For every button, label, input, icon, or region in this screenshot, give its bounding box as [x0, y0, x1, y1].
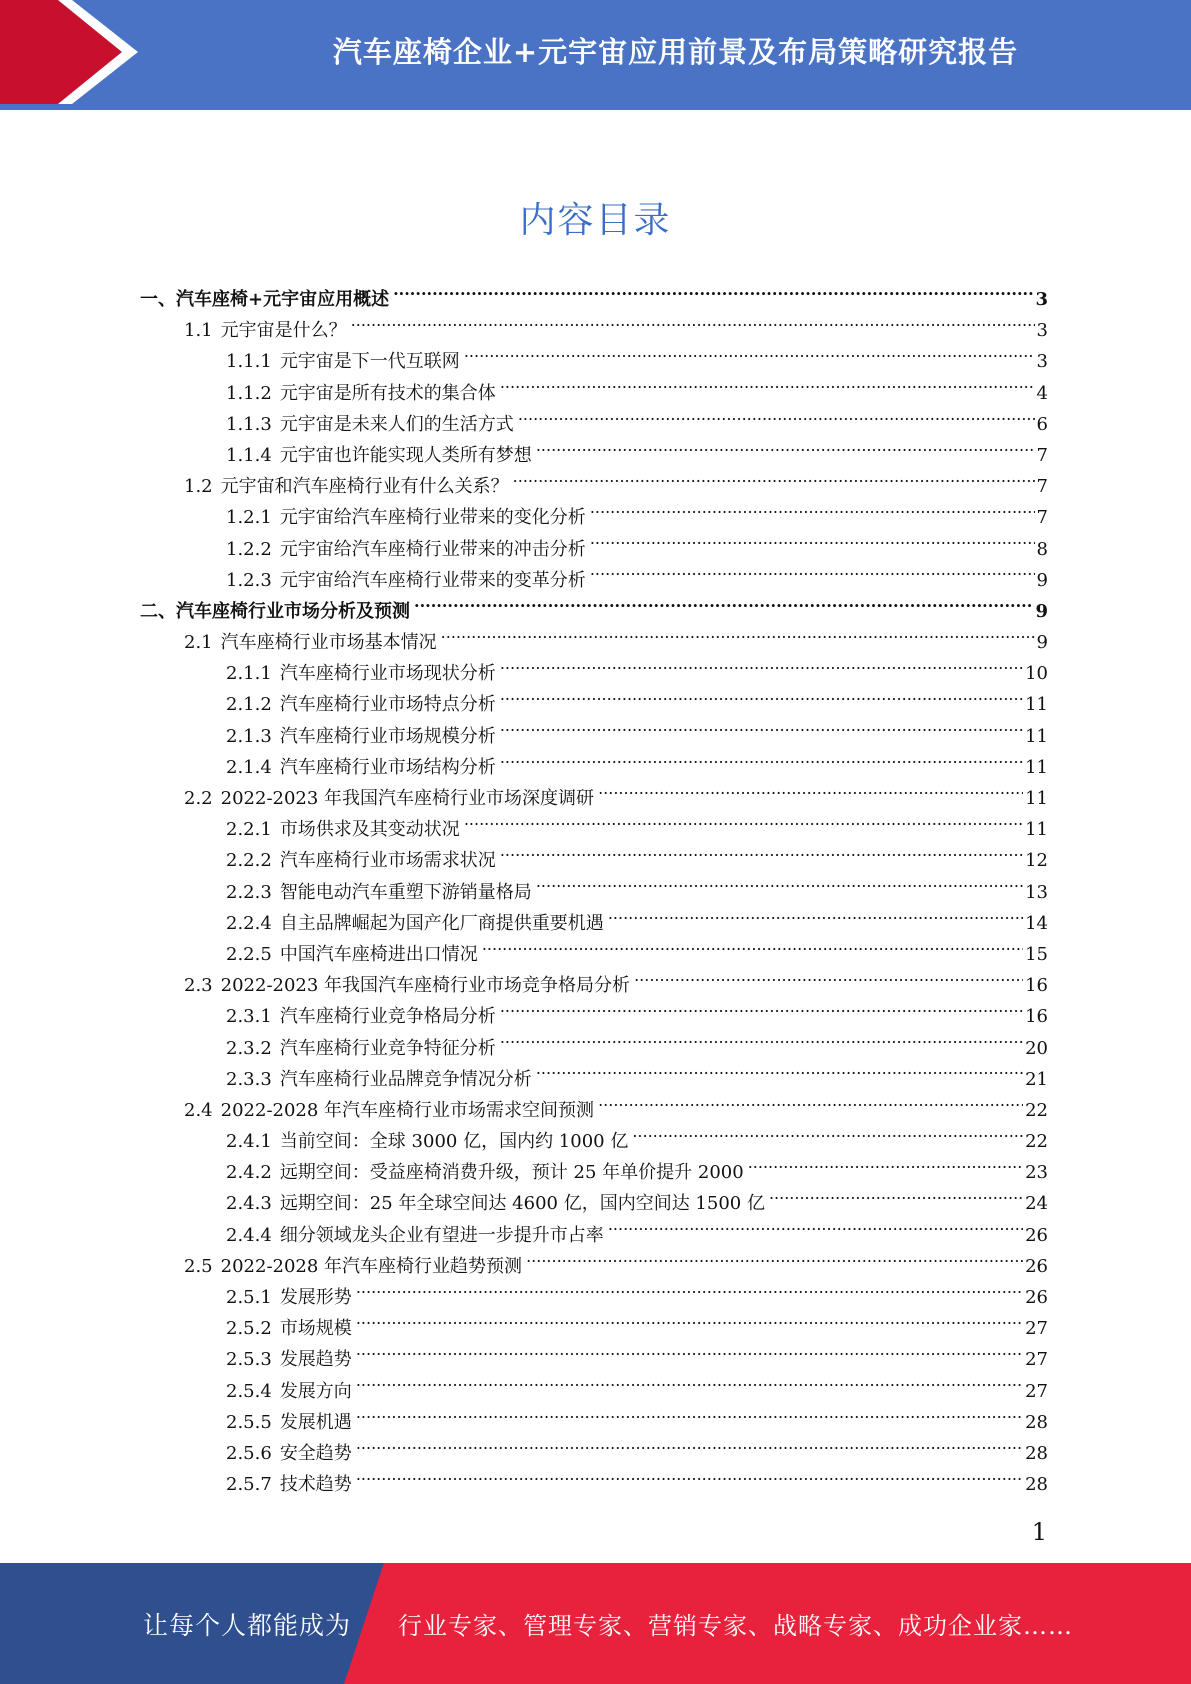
- toc-entry-number: 1.2: [184, 476, 213, 498]
- toc-dot-leader: [598, 1096, 1023, 1116]
- toc-entry-number: 2.1.4: [226, 756, 272, 778]
- toc-entry-title: 细分领域龙头企业有望进一步提升市占率: [279, 1224, 604, 1246]
- toc-entry-title: 2022-2028 年汽车座椅行业趋势预测: [220, 1255, 523, 1277]
- toc-entry-page: 13: [1025, 881, 1048, 903]
- toc-entry[interactable]: [140, 970, 1048, 1001]
- toc-entry[interactable]: [140, 346, 1048, 377]
- toc-entry[interactable]: [140, 565, 1048, 596]
- toc-entry-number: 一、: [140, 289, 176, 310]
- toc-entry[interactable]: [140, 1033, 1048, 1064]
- toc-dot-leader: [356, 1283, 1023, 1303]
- toc-entry[interactable]: [140, 378, 1048, 409]
- toc-entry-number: 2.1.1: [226, 663, 272, 685]
- toc-entry-title: 元宇宙给汽车座椅行业带来的冲击分析: [279, 538, 586, 560]
- toc-entry-page: 27: [1025, 1349, 1048, 1371]
- toc-entry-page: 11: [1025, 756, 1048, 778]
- toc-heading: 内容目录: [519, 200, 672, 241]
- toc-entry-title: 汽车座椅行业市场规模分析: [279, 725, 496, 747]
- toc-entry[interactable]: [140, 939, 1048, 970]
- toc-dot-leader: [500, 379, 1035, 399]
- toc-dot-leader: [464, 347, 1035, 367]
- toc-entry[interactable]: [140, 814, 1048, 845]
- toc-entry-number: 1.1.1: [226, 351, 272, 373]
- toc-entry[interactable]: [140, 534, 1048, 565]
- toc-entry-number: 2.5.6: [226, 1442, 272, 1464]
- toc-dot-leader: [608, 909, 1023, 929]
- toc-dot-leader: [518, 410, 1035, 430]
- toc-entry-page: 9: [1036, 569, 1048, 591]
- toc-dot-leader: [356, 1470, 1023, 1490]
- toc-entry-page: 28: [1025, 1442, 1048, 1464]
- toc-entry[interactable]: [140, 1251, 1048, 1282]
- toc-dot-leader: [500, 659, 1023, 679]
- toc-dot-leader: [748, 1158, 1023, 1178]
- toc-entry[interactable]: [140, 596, 1048, 627]
- toc-entry-number: 2.4.3: [226, 1193, 272, 1215]
- toc-entry-page: 23: [1025, 1162, 1048, 1184]
- toc-entry-number: 2.4.4: [226, 1224, 272, 1246]
- toc-entry-title: 元宇宙是未来人们的生活方式: [279, 413, 514, 435]
- toc-entry-title: 安全趋势: [279, 1442, 352, 1464]
- toc-entry[interactable]: [140, 721, 1048, 752]
- toc-entry-title: 汽车座椅+元宇宙应用概述: [176, 289, 390, 310]
- toc-entry-page: 26: [1025, 1287, 1048, 1308]
- toc-entry-page: 6: [1036, 413, 1048, 435]
- toc-entry-page: 9: [1036, 632, 1048, 654]
- toc-entry-title: 元宇宙是所有技术的集合体: [279, 382, 496, 404]
- toc-entry[interactable]: [140, 1188, 1048, 1219]
- toc-dot-leader: [482, 940, 1023, 960]
- toc-entry[interactable]: [140, 752, 1048, 783]
- toc-entry-number: 1.1.2: [226, 382, 272, 404]
- toc-entry-title: 汽车座椅行业市场现状分析: [279, 663, 496, 685]
- toc-entry-page: 15: [1025, 943, 1048, 965]
- toc-dot-leader: [464, 815, 1023, 835]
- toc-dot-leader: [634, 971, 1023, 991]
- toc-entry-number: 2.2.1: [226, 819, 272, 841]
- toc-entry-title: 远期空间：受益座椅消费升级，预计 25 年单价提升 2000: [279, 1162, 744, 1184]
- page-header: [0, 0, 1191, 110]
- toc-entry-title: 2022-2023 年我国汽车座椅行业市场竞争格局分析: [220, 975, 631, 997]
- toc-entry-number: 1.2.2: [226, 538, 272, 560]
- toc-dot-leader: [356, 1408, 1023, 1428]
- toc-entry-title: 汽车座椅行业市场特点分析: [279, 694, 496, 716]
- toc-entry-page: 27: [1025, 1318, 1048, 1340]
- toc-entry-title: 元宇宙是什么？: [220, 320, 347, 342]
- toc-entry-page: 22: [1025, 1099, 1048, 1121]
- toc-entry-title: 发展机遇: [279, 1411, 352, 1433]
- toc-entry[interactable]: [140, 440, 1048, 471]
- toc-entry-title: 汽车座椅行业竞争格局分析: [279, 1006, 496, 1028]
- toc-entry-page: 27: [1025, 1380, 1048, 1402]
- toc-dot-leader: [590, 566, 1035, 586]
- toc-entry-title: 当前空间：全球 3000 亿，国内约 1000 亿: [279, 1131, 629, 1153]
- toc-entry[interactable]: [140, 471, 1048, 502]
- toc-dot-leader: [351, 316, 1035, 336]
- toc-entry-page: 20: [1025, 1037, 1048, 1059]
- toc-entry-number: 2.5.2: [226, 1318, 272, 1340]
- header-arrow-decoration: [0, 0, 150, 110]
- footer-slogan-left: 让每个人都能成为: [143, 1610, 352, 1640]
- toc-entry[interactable]: [140, 1376, 1048, 1407]
- toc-dot-leader: [356, 1439, 1023, 1459]
- toc-entry-title: 智能电动汽车重塑下游销量格局: [279, 881, 532, 903]
- toc-entry[interactable]: [140, 1064, 1048, 1095]
- toc-dot-leader: [414, 597, 1033, 617]
- toc-entry-number: 2.2.3: [226, 881, 272, 903]
- toc-entry-page: 16: [1025, 975, 1048, 997]
- toc-entry-number: 2.4: [184, 1099, 213, 1121]
- toc-entry-page: 26: [1025, 1255, 1048, 1277]
- toc-entry-number: 2.3.3: [226, 1068, 272, 1090]
- toc-entry[interactable]: [140, 877, 1048, 908]
- toc-entry-page: 26: [1025, 1224, 1048, 1246]
- toc-entry-page: 3: [1035, 289, 1048, 310]
- toc-dot-leader: [526, 1252, 1023, 1272]
- toc-entry[interactable]: [140, 845, 1048, 876]
- toc-entry-page: 12: [1025, 850, 1048, 872]
- toc-entry-page: 21: [1025, 1068, 1048, 1090]
- toc-entry-number: 2.1.2: [226, 694, 272, 716]
- toc-entry-number: 1.1.4: [226, 444, 272, 466]
- toc-entry-title: 元宇宙给汽车座椅行业带来的变革分析: [279, 569, 586, 591]
- toc-entry[interactable]: [140, 783, 1048, 814]
- toc-entry-title: 发展趋势: [279, 1349, 352, 1371]
- toc-entry[interactable]: [140, 1313, 1048, 1344]
- toc-entry-number: 2.2.2: [226, 850, 272, 872]
- toc-entry-number: 2.1.3: [226, 725, 272, 747]
- toc-entry-title: 元宇宙也许能实现人类所有梦想: [279, 444, 532, 466]
- toc-entry-number: 2.1: [184, 632, 213, 654]
- toc-dot-leader: [500, 1002, 1023, 1022]
- toc-entry-page: 4: [1036, 382, 1048, 404]
- toc-entry-title: 自主品牌崛起为国产化厂商提供重要机遇: [279, 912, 604, 934]
- toc-dot-leader: [513, 472, 1035, 492]
- toc-entry[interactable]: [140, 284, 1048, 315]
- toc-entry-page: 11: [1025, 725, 1048, 747]
- toc-entry-page: 16: [1025, 1006, 1048, 1028]
- toc-entry[interactable]: [140, 1282, 1048, 1313]
- toc-entry[interactable]: [140, 315, 1048, 346]
- toc-entry-page: 14: [1025, 912, 1048, 934]
- toc-entry-title: 市场供求及其变动状况: [279, 819, 460, 841]
- toc-dot-leader: [356, 1314, 1023, 1334]
- toc-entry-title: 元宇宙给汽车座椅行业带来的变化分析: [279, 507, 586, 529]
- toc-entry-title: 发展方向: [279, 1380, 352, 1402]
- toc-entry-number: 2.2: [184, 788, 213, 809]
- toc-entry-title: 2022-2028 年汽车座椅行业市场需求空间预测: [220, 1099, 595, 1121]
- toc-dot-leader: [598, 784, 1023, 804]
- toc-entry-number: 1.2.3: [226, 569, 272, 591]
- toc-entry-page: 7: [1036, 476, 1048, 498]
- toc-entry-title: 汽车座椅行业市场结构分析: [279, 756, 496, 778]
- toc-dot-leader: [500, 690, 1023, 710]
- toc-dot-leader: [536, 878, 1023, 898]
- toc-entry-number: 1.2.1: [226, 507, 272, 529]
- page-number: 1: [1031, 1518, 1047, 1546]
- toc-entry[interactable]: [140, 502, 1048, 533]
- toc-entry-number: 2.3: [184, 975, 213, 997]
- toc-entry-page: 7: [1036, 444, 1048, 466]
- toc-entry-number: 1.1.3: [226, 413, 272, 435]
- toc-entry-page: 11: [1025, 788, 1048, 809]
- toc-entry-number: 二、: [140, 600, 176, 622]
- toc-dot-leader: [500, 1034, 1023, 1054]
- page-footer: [0, 1563, 1191, 1684]
- toc-entry-number: 1.1: [184, 320, 213, 342]
- toc-dot-leader: [608, 1221, 1023, 1241]
- toc-entry[interactable]: [140, 1126, 1048, 1157]
- toc-entry-number: 2.5.3: [226, 1349, 272, 1371]
- toc-dot-leader: [536, 1065, 1023, 1085]
- toc-entry-page: 11: [1025, 819, 1048, 841]
- report-title: 汽车座椅企业+元宇宙应用前景及布局策略研究报告: [332, 34, 1019, 69]
- toc-entry-number: 2.4.2: [226, 1162, 272, 1184]
- toc-entry[interactable]: [140, 658, 1048, 689]
- toc-entry-title: 发展形势: [279, 1287, 352, 1308]
- toc-entry-title: 远期空间：25 年全球空间达 4600 亿，国内空间达 1500 亿: [279, 1193, 765, 1215]
- toc-entry-number: 2.2.4: [226, 912, 272, 934]
- toc-entry-number: 2.5.7: [226, 1474, 272, 1496]
- toc-entry-number: 2.3.2: [226, 1037, 272, 1059]
- toc-entry-page: 10: [1025, 663, 1048, 685]
- table-of-contents: [140, 284, 1048, 1500]
- toc-dot-leader: [500, 722, 1023, 742]
- toc-entry-title: 中国汽车座椅进出口情况: [279, 943, 478, 965]
- toc-entry-number: 2.4.1: [226, 1131, 272, 1153]
- toc-dot-leader: [356, 1345, 1023, 1365]
- toc-entry-page: 7: [1036, 507, 1048, 529]
- toc-dot-leader: [356, 1377, 1023, 1397]
- toc-dot-leader: [590, 535, 1035, 555]
- toc-entry-title: 市场规模: [279, 1318, 352, 1340]
- toc-entry-number: 2.3.1: [226, 1006, 272, 1028]
- toc-dot-leader: [769, 1189, 1023, 1209]
- toc-dot-leader: [632, 1127, 1023, 1147]
- toc-entry[interactable]: [140, 1157, 1048, 1188]
- toc-entry[interactable]: [140, 1001, 1048, 1032]
- toc-entry-title: 汽车座椅行业市场需求状况: [279, 850, 496, 872]
- toc-dot-leader: [500, 753, 1023, 773]
- toc-entry[interactable]: [140, 1095, 1048, 1126]
- toc-entry[interactable]: [140, 689, 1048, 720]
- toc-entry-number: 2.5.5: [226, 1411, 272, 1433]
- toc-entry-number: 2.5: [184, 1255, 213, 1277]
- toc-entry[interactable]: [140, 1438, 1048, 1469]
- toc-dot-leader: [393, 285, 1033, 305]
- toc-entry-number: 2.5.1: [226, 1287, 272, 1308]
- toc-entry-page: 9: [1035, 600, 1048, 622]
- footer-slogan-right: 行业专家、管理专家、营销专家、战略专家、成功企业家……: [398, 1612, 1073, 1640]
- toc-entry-page: 3: [1036, 351, 1048, 373]
- toc-entry-title: 技术趋势: [279, 1474, 352, 1496]
- toc-entry-number: 2.2.5: [226, 943, 272, 965]
- toc-entry-page: 8: [1036, 538, 1048, 560]
- toc-entry[interactable]: [140, 1407, 1048, 1438]
- toc-entry-title: 汽车座椅行业市场基本情况: [220, 632, 437, 654]
- toc-entry-page: 24: [1025, 1193, 1048, 1215]
- toc-entry-page: 11: [1025, 694, 1048, 716]
- toc-entry[interactable]: [140, 1220, 1048, 1251]
- toc-entry[interactable]: [140, 908, 1048, 939]
- toc-entry[interactable]: [140, 1469, 1048, 1500]
- toc-entry-page: 28: [1025, 1411, 1048, 1433]
- toc-entry-title: 2022-2023 年我国汽车座椅行业市场深度调研: [220, 788, 595, 809]
- toc-entry-title: 元宇宙是下一代互联网: [279, 351, 460, 373]
- toc-entry-page: 22: [1025, 1131, 1048, 1153]
- toc-entry-title: 元宇宙和汽车座椅行业有什么关系？: [220, 476, 509, 498]
- toc-dot-leader: [536, 441, 1035, 461]
- toc-entry[interactable]: [140, 1344, 1048, 1375]
- toc-entry-title: 汽车座椅行业品牌竞争情况分析: [279, 1068, 532, 1090]
- toc-entry-number: 2.5.4: [226, 1380, 272, 1402]
- toc-entry-title: 汽车座椅行业竞争特征分析: [279, 1037, 496, 1059]
- toc-dot-leader: [441, 628, 1035, 648]
- toc-entry[interactable]: [140, 409, 1048, 440]
- toc-dot-leader: [590, 503, 1035, 523]
- toc-dot-leader: [500, 846, 1023, 866]
- toc-entry[interactable]: [140, 627, 1048, 658]
- toc-entry-page: 3: [1036, 320, 1048, 342]
- toc-entry-page: 28: [1025, 1474, 1048, 1496]
- toc-entry-title: 汽车座椅行业市场分析及预测: [176, 600, 410, 622]
